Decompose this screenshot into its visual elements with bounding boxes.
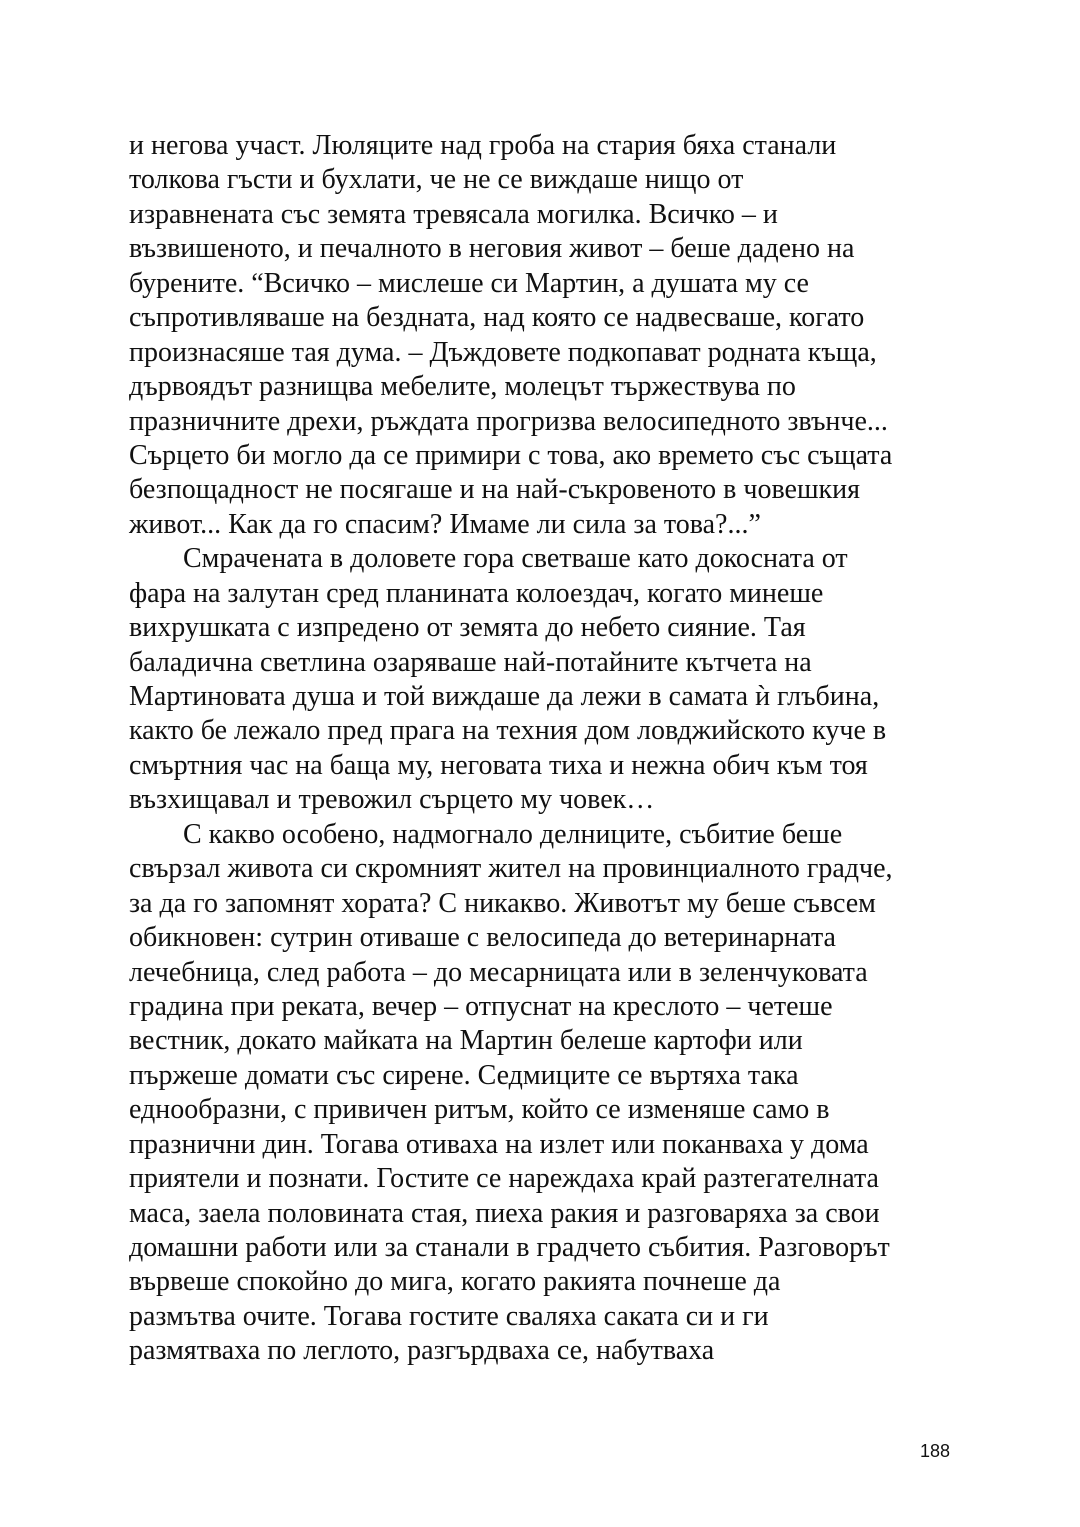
paragraph xyxy=(129,542,969,818)
text-line: приятели и познати. Гостите се нареждаха край разтегателната xyxy=(129,1163,879,1195)
page-number: 188 xyxy=(920,1441,951,1461)
text-line: Смрачената в доловете гора светваше като докосната от xyxy=(183,543,848,575)
text-line: лечебница, след работа – до месарницата или в зеленчуковата xyxy=(129,956,868,988)
text-line: възвишеното, и печалното в неговия живот – беше дадено на xyxy=(129,233,855,265)
text-line: С какво особено, надмогнало делниците, събитие беше xyxy=(183,818,843,850)
text-line: празничните дрехи, ръждата прогризва велосипедното звънче... xyxy=(129,405,888,437)
text-line: домашни работи или за станали в градчето събития. Разговорът xyxy=(129,1232,890,1263)
text-line: както бе лежало пред прага на техния дом ловджийското куче в xyxy=(129,715,887,747)
text-line: размътва очите. Тогава гостите сваляха саката си и ги xyxy=(129,1300,769,1332)
text-line: безпощадност не посягаше и на най-съкровеното в човешкия xyxy=(129,474,860,506)
text-line: бурените. “Всичко – мислеше си Мартин, а душата му се xyxy=(129,267,809,299)
text-line: Сърцето би могло да се примири с това, ако времето със същата xyxy=(129,439,893,471)
text-line: за да го запомнят хората? С никакво. Животът му беше съвсем xyxy=(129,887,876,919)
text-line: дървоядът разнищва мебелите, молецът тържествува по xyxy=(129,371,796,403)
text-line: изравнената със земята тревясала могилка. Всичко – и xyxy=(129,198,778,230)
text-line: пържеше домати със сирене. Седмиците се въртяха така xyxy=(129,1059,799,1091)
text-line: смъртния час на баща му, неговата тиха и нежна обич към тоя xyxy=(129,749,868,781)
text-line: възхищавал и тревожил сърцето му човек… xyxy=(129,784,655,816)
text-line: маса, заела половината стая, пиеха ракия и разговаряха за свои xyxy=(129,1197,880,1229)
text-line: вървеше спокойно до мига, когато ракията почнеше да xyxy=(129,1266,781,1298)
text-line: баладична светлина озаряваше най-потайните кътчета на xyxy=(129,646,812,678)
text-line: градина при реката, вечер – отпуснат на креслото – четеше xyxy=(129,990,833,1022)
text-line: свързал живота си скромният жител на провинциалното градче, xyxy=(129,853,893,885)
text-line: обикновен: сутрин отиваше с велосипеда до ветеринарната xyxy=(129,922,836,954)
body-text xyxy=(129,129,969,1369)
text-line: Мартиновата душа и той виждаше да лежи в самата ѝ глъбина, xyxy=(129,681,880,712)
text-line: вестник, докато майката на Мартин белеше картофи или xyxy=(129,1025,803,1057)
text-line: толкова гъсти и бухлати, че не се виждаше нищо от xyxy=(129,164,744,196)
text-line: и негова участ. Люляците над гроба на стария бяха станали xyxy=(129,130,837,161)
text-line: еднообразни, с привичен ритъм, който се изменяше само в xyxy=(129,1094,830,1126)
paragraph xyxy=(129,818,969,1369)
text-line: фара на залутан сред планината колоездач, когато минеше xyxy=(129,577,824,609)
text-line: произнасяше тая дума. – Дъждовете подкопават родната къща, xyxy=(129,336,877,368)
text-line: размятваха по леглото, разгърдваха се, набутваха xyxy=(129,1335,715,1367)
paragraph xyxy=(129,129,969,542)
text-line: живот... Как да го спасим? Имаме ли сила за това?...” xyxy=(129,508,761,540)
text-line: вихрушката с изпредено от земята до небето сияние. Тая xyxy=(129,612,806,644)
text-line: празнични дин. Тогава отиваха на излет или поканваха у дома xyxy=(129,1128,869,1160)
text-line: съпротивляваше на бездната, над която се надвесваше, когато xyxy=(129,302,865,334)
